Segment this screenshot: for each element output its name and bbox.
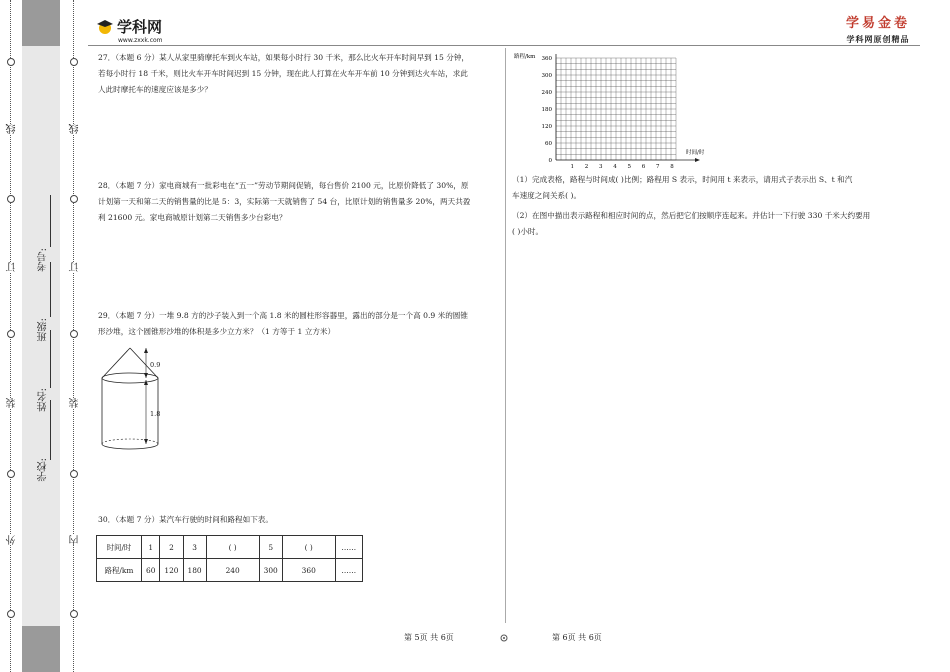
x-tick-label: 4 <box>613 164 617 170</box>
table-cell-blank[interactable]: ( ) <box>282 536 335 559</box>
q29-line: 29．（本题 7 分）一堆 9.8 方的沙子装入到一个高 1.8 米的圆柱形容器里，露出的部分是一个高 0.9 米的圆锥 <box>98 311 468 320</box>
zxxk-url: www.zxxk.com <box>118 37 163 44</box>
class-field-label: 班级: <box>38 318 49 342</box>
table-cell: 路程/km <box>97 559 142 582</box>
table-cell: 240 <box>206 559 259 582</box>
footer-left-page: 第 5页 共 6页 <box>404 633 454 642</box>
header-rule <box>88 45 920 46</box>
right-question-part1 <box>512 172 920 204</box>
outer-label: 订 <box>7 262 18 272</box>
school-field-label: 学校: <box>38 458 49 482</box>
table-cell: 3 <box>183 536 206 559</box>
binding-gray-bottom <box>22 626 60 672</box>
question-27 <box>98 50 498 98</box>
table-cell-blank[interactable]: ( ) <box>206 536 259 559</box>
x-tick-label: 2 <box>584 164 589 170</box>
x-axis-arrow <box>695 158 700 162</box>
hole-circle <box>7 610 15 618</box>
hole-circle <box>70 470 78 478</box>
zxxk-logo-text: 学科网 <box>117 18 163 36</box>
question-28 <box>98 178 498 226</box>
hole-circle <box>7 330 15 338</box>
question-29 <box>98 308 498 340</box>
zxxk-logo <box>96 16 163 44</box>
outer-label: 线 <box>7 124 18 134</box>
table-cell: …… <box>335 559 362 582</box>
inner-label: 内 <box>70 535 81 545</box>
inner-label: 订 <box>70 262 81 272</box>
q30-table <box>96 535 363 582</box>
part1-line: 车速度之间关系( )。 <box>512 191 582 200</box>
x-tick-label: 7 <box>656 164 660 170</box>
inner-label: 装 <box>70 398 81 408</box>
y-tick-label: 360 <box>541 56 552 62</box>
right-question-part2 <box>512 208 920 240</box>
q29-line: 形沙堆，这个圆锥形沙堆的体积是多少立方米？（1 方等于 1 立方米） <box>98 327 336 336</box>
y-tick-label: 180 <box>541 107 552 113</box>
inner-label: 线 <box>70 124 81 134</box>
page-divider <box>505 48 506 623</box>
q27-line: 人此时摩托车的速度应该是多少？ <box>98 85 212 94</box>
y-tick-label: 0 <box>548 158 552 164</box>
table-cell: …… <box>335 536 362 559</box>
dim-label-cone: 0.9 <box>150 361 161 369</box>
hole-circle <box>70 195 78 203</box>
table-row <box>97 536 363 559</box>
x-tick-label: 3 <box>599 164 603 170</box>
q28-line: 28．（本题 7 分）家电商城有一批彩电在“五一”劳动节期间促销，每台售价 2100 元，比原价降低了 30%，原 <box>98 181 469 190</box>
part1-line: （1）完成表格，路程与时间成( )比例；路程用 S 表示，时间用 t 来表示，请用式子表示出 S、t 和汽 <box>512 175 853 184</box>
part2-line: ( )小时。 <box>512 227 544 236</box>
binding-gray-top <box>22 0 60 46</box>
q28-line: 利 21600 元。家电商城原计划第二天销售多少台彩电？ <box>98 213 287 222</box>
table-cell: 5 <box>259 536 282 559</box>
table-cell: 1 <box>142 536 160 559</box>
y-tick-label: 300 <box>541 73 552 79</box>
hole-circle <box>7 58 15 66</box>
hole-circle <box>70 610 78 618</box>
table-cell: 180 <box>183 559 206 582</box>
y-axis-title: 路程/km <box>514 54 536 60</box>
id-field-line[interactable] <box>50 195 51 247</box>
name-field-label: 姓名: <box>38 388 49 412</box>
hole-circle <box>70 330 78 338</box>
x-axis-title: 时间/时 <box>686 150 705 156</box>
hole-circle <box>7 195 15 203</box>
x-tick-label: 1 <box>570 164 574 170</box>
binding-strip <box>0 0 86 672</box>
table-cell: 2 <box>160 536 183 559</box>
jinjuan-sub: 学科网原创精品 <box>846 35 910 44</box>
y-tick-label: 120 <box>541 124 552 130</box>
q28-line: 计划第一天和第二天的销售量的比是 5：3，实际第一天就销售了 54 台，比原计划的销售量多 20%，两天共盈 <box>98 197 471 206</box>
footer-gear-icon <box>500 634 508 642</box>
footer-right-page: 第 6页 共 6页 <box>552 633 602 642</box>
q30-title: 30．（本题 7 分）某汽车行驶的时间和路程如下表。 <box>98 515 273 524</box>
x-tick-label: 8 <box>670 164 674 170</box>
hole-circle <box>70 58 78 66</box>
hole-circle <box>7 470 15 478</box>
y-tick-label: 60 <box>545 141 552 147</box>
outer-label: 装 <box>7 398 18 408</box>
q27-line: 27．（本题 6 分）某人从家里骑摩托车到火车站，如果每小时行 30 千米，那么比火车开车时间早到 15 分钟， <box>98 53 470 62</box>
dim-label-cylinder: 1.8 <box>150 410 161 418</box>
outer-label: 外 <box>7 535 18 545</box>
id-field-label: 考号: <box>38 248 49 272</box>
table-cell: 300 <box>259 559 282 582</box>
y-tick-label: 240 <box>541 90 552 96</box>
q27-line: 若每小时行 18 千米，则比火车开车时间迟到 15 分钟，现在此人打算在火车开车前 10 分钟到达火车站，求此 <box>98 69 468 78</box>
table-cell: 120 <box>160 559 183 582</box>
table-cell: 360 <box>282 559 335 582</box>
table-row <box>97 559 363 582</box>
distance-time-grid-chart[interactable] <box>512 48 712 172</box>
part2-line: （2）在图中描出表示路程和相应时间的点，然后把它们按顺序连起来。并估计一下行驶 330 千米大约要用 <box>512 211 871 220</box>
jinjuan-logo <box>846 12 910 45</box>
x-tick-label: 5 <box>627 164 631 170</box>
x-tick-label: 6 <box>641 164 646 170</box>
table-cell: 60 <box>142 559 160 582</box>
graduation-cap-icon <box>96 18 114 36</box>
table-cell: 时间/时 <box>97 536 142 559</box>
jinjuan-logo-text: 学易金卷 <box>845 16 910 31</box>
